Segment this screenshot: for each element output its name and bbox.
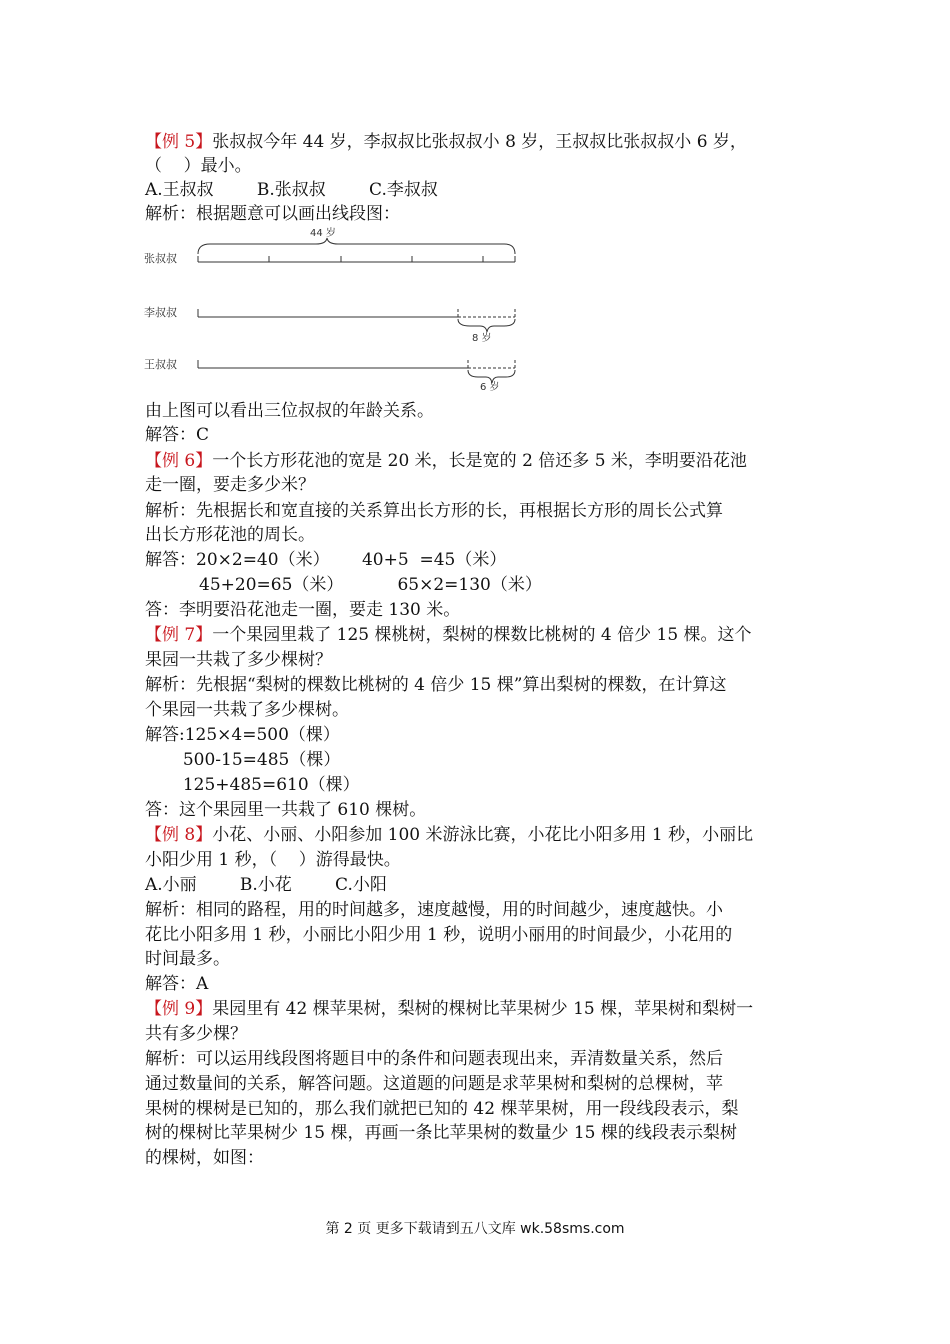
ex7-analysis-line1: 解析：先根据“梨树的棵数比桃树的 4 倍少 15 棵”算出梨树的棵数，在计算这 [145, 675, 727, 695]
ex5-question-line2: （ ）最小。 [145, 156, 252, 176]
ex7-question-line1: 【例 7】一个果园里栽了 125 棵桃树，梨树的棵数比桃树的 4 倍少 15 棵。这个 [145, 625, 752, 645]
diagram-line-zhang [198, 256, 515, 262]
ex7-solution-line3: 125+485=610（棵） [145, 775, 360, 795]
ex5-question-line1: 【例 5】张叔叔今年 44 岁，李叔叔比张叔叔小 8 岁，王叔叔比张叔叔小 6 岁， [145, 132, 747, 152]
ex7-final-answer: 答：这个果园里一共栽了 610 棵树。 [145, 800, 427, 820]
ex9-analysis-line3: 果树的棵树是已知的，那么我们就把已知的 42 棵苹果树，用一段线段表示，梨 [145, 1099, 739, 1119]
ex8-options: A.小丽 B.小花 C.小阳 [145, 875, 387, 895]
ex7-solution-line1: 解答:125×4=500（棵） [145, 725, 340, 745]
ex8-analysis-line3: 时间最多。 [145, 949, 230, 969]
ex7-analysis-line2: 个果园一共栽了多少棵树。 [145, 700, 349, 720]
ex5-tag: 【例 5】 [145, 132, 213, 152]
diagram-label-8: 8 岁 [472, 333, 492, 344]
ex8-analysis-line2: 花比小阳多用 1 秒，小丽比小阳少用 1 秒，说明小丽用的时间最少，小花用的 [145, 925, 733, 945]
diagram-brace-li [458, 319, 515, 332]
diagram-row-zhang: 张叔叔 [144, 252, 177, 265]
ex8-answer: 解答：A [145, 974, 209, 994]
diagram-brace-zhang [198, 238, 515, 254]
ex7-tag: 【例 7】 [145, 625, 213, 645]
diagram-dashed-li [458, 309, 515, 317]
diagram-label-44: 44 岁 [310, 228, 336, 239]
diagram-line-wang [198, 360, 468, 368]
diagram-line-li [198, 309, 458, 317]
ex5-answer: 解答：C [145, 425, 210, 445]
ex9-question-line2: 共有多少棵？ [145, 1024, 247, 1044]
ex7-solution-line2: 500-15=485（棵） [145, 750, 341, 770]
ex5-options: A.王叔叔 B.张叔叔 C.李叔叔 [145, 180, 438, 200]
ex6-tag: 【例 6】 [145, 451, 213, 471]
page-footer: 第 2 页 更多下载请到五八文库 wk.58sms.com [325, 1221, 625, 1237]
diagram-dashed-wang [468, 360, 515, 368]
ex8-question-line1: 【例 8】小花、小丽、小阳参加 100 米游泳比赛，小花比小阳多用 1 秒，小丽比 [145, 825, 754, 845]
ex5-conclusion: 由上图可以看出三位叔叔的年龄关系。 [145, 401, 434, 421]
diagram-row-li: 李叔叔 [144, 306, 177, 319]
ex5-segment-diagram [140, 224, 540, 400]
ex6-solution-line1: 解答：20×2=40（米） 40+5 =45（米） [145, 550, 507, 570]
ex6-solution-line2: 45+20=65（米） 65×2=130（米） [145, 575, 542, 595]
ex8-question-line2: 小阳少用 1 秒，（ ）游得最快。 [145, 850, 401, 870]
ex9-question-line1: 【例 9】果园里有 42 棵苹果树，梨树的棵树比苹果树少 15 棵，苹果树和梨树一 [145, 999, 754, 1019]
ex6-analysis-line1: 解析：先根据长和宽直接的关系算出长方形的长，再根据长方形的周长公式算 [145, 501, 723, 521]
ex9-analysis-line4: 树的棵树比苹果树少 15 棵，再画一条比苹果树的数量少 15 棵的线段表示梨树 [145, 1123, 737, 1143]
ex5-analysis: 解析：根据题意可以画出线段图： [145, 204, 400, 224]
diagram-row-wang: 王叔叔 [144, 358, 177, 371]
ex6-question-line2: 走一圈，要走多少米？ [145, 475, 315, 495]
ex9-analysis-line5: 的棵树，如图： [145, 1148, 264, 1168]
ex8-analysis-line1: 解析：相同的路程，用的时间越多，速度越慢，用的时间越少，速度越快。小 [145, 900, 723, 920]
ex6-final-answer: 答：李明要沿花池走一圈，要走 130 米。 [145, 600, 461, 620]
ex6-question-line1: 【例 6】一个长方形花池的宽是 20 米，长是宽的 2 倍还多 5 米，李明要沿花池 [145, 451, 747, 471]
ex9-tag: 【例 9】 [145, 999, 213, 1019]
diagram-label-6: 6 岁 [480, 382, 500, 393]
diagram-brace-wang [468, 370, 515, 383]
ex9-analysis-line2: 通过数量间的关系，解答问题。这道题的问题是求苹果树和梨树的总棵树，苹 [145, 1074, 723, 1094]
ex8-tag: 【例 8】 [145, 825, 213, 845]
ex6-analysis-line2: 出长方形花池的周长。 [145, 525, 315, 545]
ex9-analysis-line1: 解析：可以运用线段图将题目中的条件和问题表现出来，弄清数量关系，然后 [145, 1049, 723, 1069]
ex7-question-line2: 果园一共栽了多少棵树？ [145, 650, 332, 670]
